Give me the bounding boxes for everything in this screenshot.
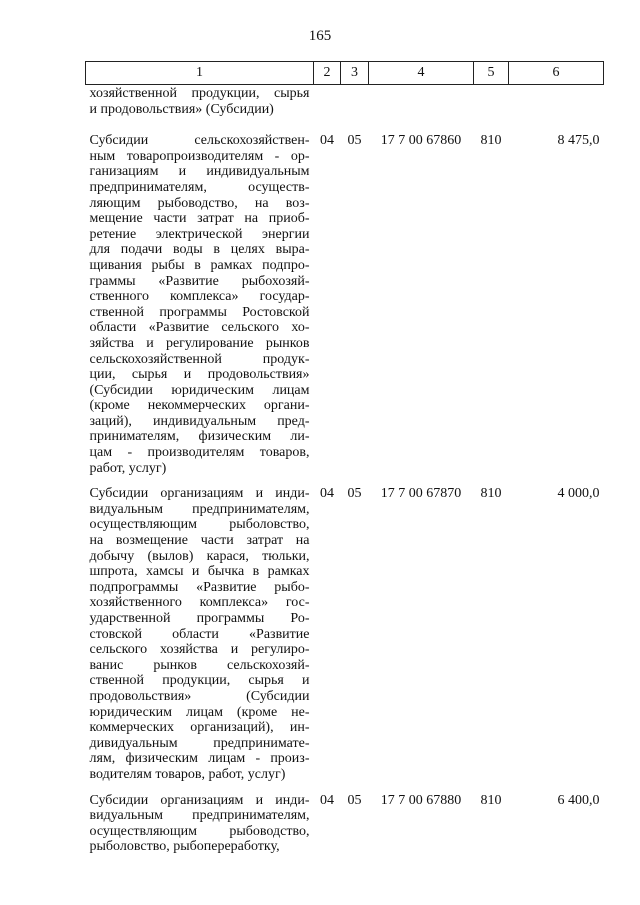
- description-line: (Субсидии юридическим лицам: [89, 382, 310, 398]
- description-line: Субсидии организациям и инди-: [89, 792, 310, 808]
- column-header: 6: [509, 62, 604, 85]
- description-line: подпрограммы «Развитие рыбо-: [89, 579, 310, 595]
- description-line: ганизациям и индивидуальным: [89, 164, 310, 180]
- expense-type-code: [474, 85, 509, 134]
- budget-table: [85, 61, 604, 865]
- description-line: ванис рынков сельскохозяй-: [89, 657, 310, 673]
- description-line: области «Развитие сельского хо-: [89, 320, 310, 336]
- description-line: ляющим рыбоводство, на воз-: [89, 195, 310, 211]
- description-line: сельскохозяйственной продук-: [89, 351, 310, 367]
- description-line: осуществляющим рыболовство,: [89, 517, 310, 533]
- column-header: 3: [341, 62, 369, 85]
- description-line: хозяйственной продукции, сырья: [89, 86, 310, 101]
- column-header: 1: [86, 62, 314, 85]
- description-line: коммерческих организаций), ин-: [89, 720, 310, 736]
- row-description: [86, 793, 314, 865]
- amount-value: 4 000,0: [557, 486, 600, 502]
- description-line: на возмещение части затрат на: [89, 533, 310, 549]
- description-line: водителям товаров, работ, услуг): [89, 766, 286, 782]
- description-line: ным товаропроизводителям - ор-: [89, 148, 310, 164]
- description-line: для подачи воды в целях выра-: [89, 242, 310, 258]
- page-number: 165: [308, 28, 332, 44]
- description-line: ции, сырья и продовольствия»: [89, 367, 310, 383]
- description-line: лям, физическим лицам - произ-: [89, 751, 310, 767]
- description-line: хозяйственного комплекса» гос-: [89, 595, 310, 611]
- description-line: добычу (вылов) карася, тюльки,: [89, 548, 310, 564]
- expense-type-code: 810: [480, 792, 502, 808]
- description-line: принимателям, физическим ли-: [89, 429, 310, 445]
- description-line: ственной продукции, сырья и: [89, 673, 310, 689]
- description-line: щивания рыбы в рамках подпро-: [89, 257, 310, 273]
- description-line: продовольствия» (Субсидии: [89, 688, 310, 704]
- row-description: [86, 133, 314, 486]
- row-description: [86, 85, 314, 134]
- table-row: [86, 133, 604, 486]
- expense-type-code: 810: [480, 133, 502, 149]
- table-row: [86, 793, 604, 865]
- description-line: шпрота, хамсы и бычка в рамках: [89, 564, 310, 580]
- amount-value: 6 400,0: [557, 792, 600, 808]
- row-description: [86, 486, 314, 792]
- target-article-code: 17 7 00 67880: [380, 792, 462, 808]
- target-article-code: [369, 85, 474, 134]
- target-article-code: 17 7 00 67870: [380, 486, 462, 502]
- section-code: [314, 85, 341, 134]
- description-line: граммы «Развитие рыбохозяй-: [89, 273, 310, 289]
- description-line: дивидуальным предпринимате-: [89, 735, 310, 751]
- section-code: 04: [320, 486, 334, 502]
- description-line: видуальным предпринимателям,: [89, 808, 310, 824]
- description-line: и продовольствия» (Субсидии): [89, 101, 274, 117]
- section-code: 04: [320, 133, 334, 149]
- description-line: предпринимателям, осуществ-: [89, 179, 310, 195]
- description-line: цам - производителям товаров,: [89, 445, 310, 461]
- description-line: заций), индивидуальным пред-: [89, 413, 310, 429]
- subsection-code: 05: [347, 486, 362, 502]
- description-line: юридическим лицам (кроме не-: [89, 704, 310, 720]
- description-line: Субсидии организациям и инди-: [89, 486, 310, 502]
- expense-type-code: 810: [480, 486, 502, 502]
- description-line: зяйства и регулирование рынков: [89, 335, 310, 351]
- description-line: ственной программы Ростовской: [89, 304, 310, 320]
- amount-value: [509, 85, 604, 134]
- description-line: ретение электрической энергии: [89, 226, 310, 242]
- description-line: мещение части затрат на приоб-: [89, 211, 310, 227]
- subsection-code: 05: [347, 133, 362, 149]
- column-header: 4: [369, 62, 474, 85]
- description-line: рыболовство, рыбопереработку,: [89, 839, 280, 855]
- target-article-code: 17 7 00 67860: [380, 133, 462, 149]
- description-line: ударственной программы Ро-: [89, 611, 310, 626]
- description-line: (кроме некоммерческих органи-: [89, 398, 310, 414]
- description-line: сельского хозяйства и регулиро-: [89, 642, 310, 658]
- description-line: работ, услуг): [89, 460, 167, 476]
- amount-value: 8 475,0: [557, 133, 600, 149]
- subsection-code: 05: [347, 792, 362, 808]
- description-line: ственного комплекса» государ-: [89, 289, 310, 305]
- description-line: Субсидии сельскохозяйствен-: [89, 133, 310, 149]
- table-header-row: [86, 62, 604, 85]
- description-line: видуальным предпринимателям,: [89, 501, 310, 517]
- description-line: стовской области «Развитие: [89, 626, 310, 642]
- table-row: [86, 486, 604, 792]
- table-row: [86, 85, 604, 134]
- subsection-code: [341, 85, 369, 134]
- description-line: осуществляющим рыбоводство,: [89, 823, 310, 839]
- column-header: 2: [314, 62, 341, 85]
- column-header: 5: [474, 62, 509, 85]
- section-code: 04: [320, 792, 334, 808]
